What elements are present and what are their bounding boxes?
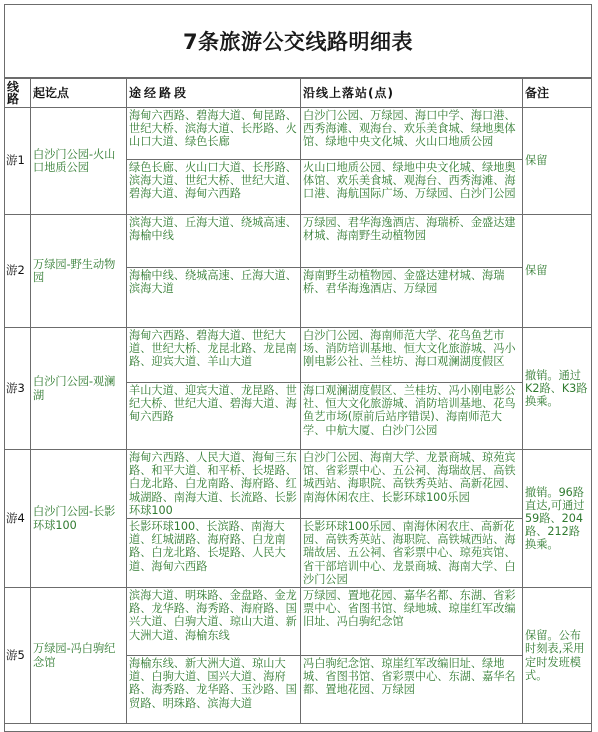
route-cell: 羊山大道、迎宾大道、龙昆路、世纪大桥、世纪大道、碧海大道、海甸六西路: [127, 383, 301, 450]
route-cell: 滨海大道、丘海大道、绕城高速、海榆中线: [127, 215, 301, 268]
endpoints: 万绿园-冯白驹纪念馆: [31, 588, 127, 724]
route-cell: 滨海大道、明珠路、金盘路、金龙路、龙华路、海秀路、海府路、国兴大道、白驹大道、琼山大道、新大洲大道、海榆东线: [127, 588, 301, 656]
route-table: [4, 78, 592, 724]
route-cell: 海榆东线、新大洲大道、琼山大道、白驹大道、国兴大道、海府路、海秀路、龙华路、玉沙路、国贸路、明珠路、滨海大道: [127, 656, 301, 724]
line-id: 游4: [5, 450, 31, 588]
header-endpoints: 起讫点: [31, 79, 127, 108]
table-row: [5, 215, 593, 268]
table-row: [5, 588, 593, 656]
header-route: 途经路段: [127, 79, 301, 108]
endpoints: 白沙门公园-火山口地质公园: [31, 108, 127, 215]
stops-cell: 海口观澜湖度假区、兰桂坊、冯小刚电影公社、恒大文化旅游城、消防培训基地、花鸟鱼艺市场(原前后站序错误)、海南师范大学、中航大厦、白沙门公园: [301, 383, 523, 450]
header-remark: 备注: [523, 79, 593, 108]
line-id: 游3: [5, 328, 31, 450]
stops-cell: 海南野生动植物园、金盛达建材城、海瑞桥、君华海逸酒店、万绿园: [301, 268, 523, 328]
table-row: [5, 328, 593, 383]
remark: 撤销。96路直达,可通过59路、204路、212路换乘。: [523, 450, 593, 588]
line-id: 游1: [5, 108, 31, 215]
remark: 撤销。通过K2路、K3路换乘。: [523, 328, 593, 450]
route-cell: 绿色长廊、火山口大道、长彤路、滨海大道、世纪大桥、世纪大道、碧海大道、海甸六西路: [127, 160, 301, 215]
stops-cell: 白沙门公园、海南大学、龙景商城、琼苑宾馆、省彩票中心、五公祠、海瑞故居、高铁城西站、海职院、高铁秀英站、高新花园、南海休闲农庄、长影环球100乐园: [301, 450, 523, 519]
line-id: 游2: [5, 215, 31, 328]
header-row: [5, 79, 593, 108]
header-stops: 沿线上落站(点): [301, 79, 523, 108]
header-line: 线路: [5, 79, 31, 108]
route-cell: 长影环球100、长滨路、南海大道、红城湖路、海府路、白龙南路、白龙北路、长堤路、人民大道、海甸六西路: [127, 519, 301, 588]
remark: 保留。公布时刻表,采用定时发班模式。: [523, 588, 593, 724]
remark: 保留: [523, 108, 593, 215]
route-cell: 海甸六西路、碧海大道、世纪大道、世纪大桥、龙昆北路、龙昆南路、迎宾大道、羊山大道: [127, 328, 301, 383]
stops-cell: 白沙门公园、海南师范大学、花鸟鱼艺市场、消防培训基地、恒大文化旅游城、冯小刚电影公社、兰桂坊、海口观澜湖度假区: [301, 328, 523, 383]
route-cell: 海甸六西路、碧海大道、甸昆路、世纪大桥、滨海大道、长彤路、火山口大道、绿色长廊: [127, 108, 301, 160]
endpoints: 白沙门公园-长影环球100: [31, 450, 127, 588]
remark: 保留: [523, 215, 593, 328]
stops-cell: 火山口地质公园、绿地中央文化城、绿地奥体馆、欢乐美食城、观海台、西秀海滩、海口港、海航国际广场、万绿园、白沙门公园: [301, 160, 523, 215]
route-cell: 海甸六西路、人民大道、海甸三东路、和平大道、和平桥、长堤路、白龙北路、白龙南路、海府路、红城湖路、南海大道、长流路、长影环球100: [127, 450, 301, 519]
table-row: [5, 108, 593, 160]
stops-cell: 长影环球100乐园、南海休闲农庄、高新花园、高铁秀英站、海职院、高铁城西站、海瑞故居、五公祠、省彩票中心、琼苑宾馆、省干部培训中心、龙景商城、海南大学、白沙门公园: [301, 519, 523, 588]
page-title: 7条旅游公交线路明细表: [5, 5, 591, 78]
stops-cell: 万绿园、置地花园、嘉华名都、东湖、省彩票中心、省图书馆、绿地城、琼崖红军改编旧址、冯白驹纪念馆: [301, 588, 523, 656]
route-cell: 海榆中线、绕城高速、丘海大道、滨海大道: [127, 268, 301, 328]
endpoints: 白沙门公园-观澜湖: [31, 328, 127, 450]
stops-cell: 冯白驹纪念馆、琼崖红军改编旧址、绿地城、省图书馆、省彩票中心、东湖、嘉华名都、置地花园、万绿园: [301, 656, 523, 724]
endpoints: 万绿园-野生动物园: [31, 215, 127, 328]
route-sheet: [4, 4, 592, 732]
stops-cell: 万绿园、君华海逸酒店、海瑞桥、金盛达建材城、海南野生动植物园: [301, 215, 523, 268]
stops-cell: 白沙门公园、万绿园、海口中学、海口港、西秀海滩、观海台、欢乐美食城、绿地奥体馆、绿地中央文化城、火山口地质公园: [301, 108, 523, 160]
line-id: 游5: [5, 588, 31, 724]
table-row: [5, 450, 593, 519]
